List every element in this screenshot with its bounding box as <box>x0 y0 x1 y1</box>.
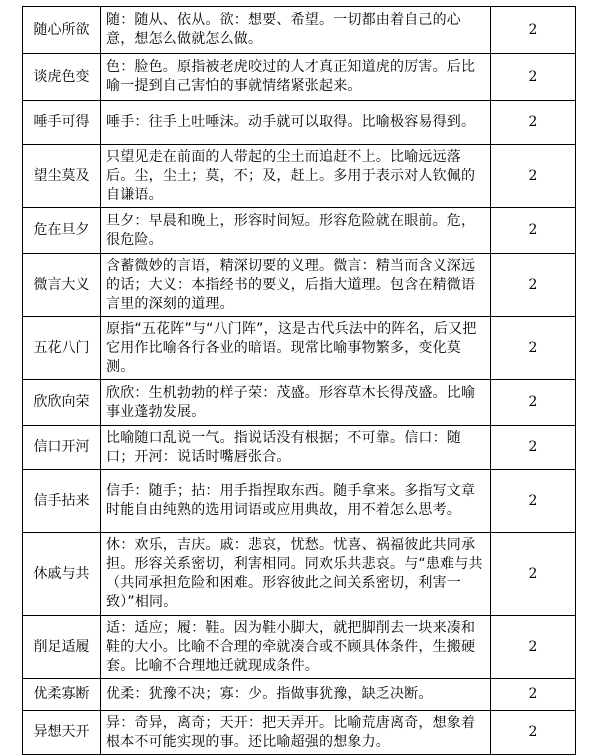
table-row <box>23 380 576 426</box>
idiom-definition: 休：欢乐，吉庆。戚：悲哀，忧愁。忧喜、祸福彼此共同承担。形容关系密切，利害相同。同欢乐共悲哀。与“患难与共（共同承担危险和困难。形容彼此之间关系密切，利害一致）”相同。 <box>101 533 491 616</box>
idiom-term: 谈虎色变 <box>23 54 101 101</box>
idiom-definition: 含蓄微妙的言语，精深切要的义理。微言：精当而含义深远的话；大义：本指经书的要义，后指大道理。包含在精微语言里的深刻的道理。 <box>101 254 491 317</box>
idiom-term: 随心所欲 <box>23 7 101 54</box>
idiom-term: 休戚与共 <box>23 533 101 616</box>
idiom-score: 2 <box>491 616 576 679</box>
table-row <box>23 254 576 317</box>
idiom-score: 2 <box>491 470 576 533</box>
idiom-score: 2 <box>491 7 576 54</box>
idiom-definition: 色：脸色。原指被老虎咬过的人才真正知道虎的厉害。后比喻一提到自己害怕的事就情绪紧张起来。 <box>101 54 491 101</box>
idiom-term: 信口开河 <box>23 426 101 470</box>
idiom-term: 削足适履 <box>23 616 101 679</box>
idiom-term: 望尘莫及 <box>23 145 101 208</box>
table-row <box>23 7 576 54</box>
table-row <box>23 533 576 616</box>
idiom-definition: 欣欣：生机勃勃的样子荣：茂盛。形容草木长得茂盛。比喻事业蓬勃发展。 <box>101 380 491 426</box>
idiom-definition: 只望见走在前面的人带起的尘土而追赶不上。比喻远远落后。尘，尘土；莫，不；及，赶上。多用于表示对人钦佩的自谦语。 <box>101 145 491 208</box>
idiom-definition: 旦夕：早晨和晚上，形容时间短。形容危险就在眼前。危，很危险。 <box>101 208 491 254</box>
idiom-definition: 唾手：往手上吐唾沫。动手就可以取得。比喻极容易得到。 <box>101 101 491 145</box>
idiom-score: 2 <box>491 679 576 711</box>
idiom-score: 2 <box>491 101 576 145</box>
idiom-score: 2 <box>491 533 576 616</box>
idiom-score: 2 <box>491 208 576 254</box>
table-row <box>23 54 576 101</box>
idiom-term: 优柔寡断 <box>23 679 101 711</box>
table-row <box>23 711 576 755</box>
idiom-table <box>22 6 576 755</box>
idiom-definition: 异：奇异，离奇；天开：把天弄开。比喻荒唐离奇，想象着根本不可能实现的事。还比喻超强的想象力。 <box>101 711 491 755</box>
idiom-term: 五花八门 <box>23 317 101 380</box>
idiom-score: 2 <box>491 254 576 317</box>
idiom-score: 2 <box>491 426 576 470</box>
idiom-term: 唾手可得 <box>23 101 101 145</box>
table-row <box>23 208 576 254</box>
idiom-definition: 信手：随手；拈：用手指捏取东西。随手拿来。多指写文章时能自由纯熟的选用词语或应用典故，用不着怎么思考。 <box>101 470 491 533</box>
idiom-score: 2 <box>491 317 576 380</box>
idiom-score: 2 <box>491 145 576 208</box>
table-row <box>23 616 576 679</box>
table-row <box>23 145 576 208</box>
idiom-term: 信手拈来 <box>23 470 101 533</box>
table-row <box>23 317 576 380</box>
idiom-term: 危在旦夕 <box>23 208 101 254</box>
idiom-score: 2 <box>491 54 576 101</box>
table-row <box>23 470 576 533</box>
idiom-term: 微言大义 <box>23 254 101 317</box>
table-row <box>23 101 576 145</box>
idiom-term: 欣欣向荣 <box>23 380 101 426</box>
idiom-definition: 适：适应；履：鞋。因为鞋小脚大，就把脚削去一块来凑和鞋的大小。比喻不合理的牵就凑合或不顾具体条件，生搬硬套。比喻不合理地迁就现成条件。 <box>101 616 491 679</box>
idiom-definition: 优柔：犹豫不决；寡：少。指做事犹豫，缺乏决断。 <box>101 679 491 711</box>
idiom-table-body <box>23 7 576 755</box>
idiom-definition: 原指“五花阵”与“八门阵”，这是古代兵法中的阵名，后又把它用作比喻各行各业的暗语。现常比喻事物繁多，变化莫测。 <box>101 317 491 380</box>
idiom-definition: 比喻随口乱说一气。指说话没有根据；不可靠。信口：随口；开河：说话时嘴唇张合。 <box>101 426 491 470</box>
idiom-score: 2 <box>491 711 576 755</box>
idiom-term: 异想天开 <box>23 711 101 755</box>
table-row <box>23 426 576 470</box>
idiom-definition: 随：随从、依从。欲：想要、希望。一切都由着自己的心意，想怎么做就怎么做。 <box>101 7 491 54</box>
table-row <box>23 679 576 711</box>
idiom-score: 2 <box>491 380 576 426</box>
